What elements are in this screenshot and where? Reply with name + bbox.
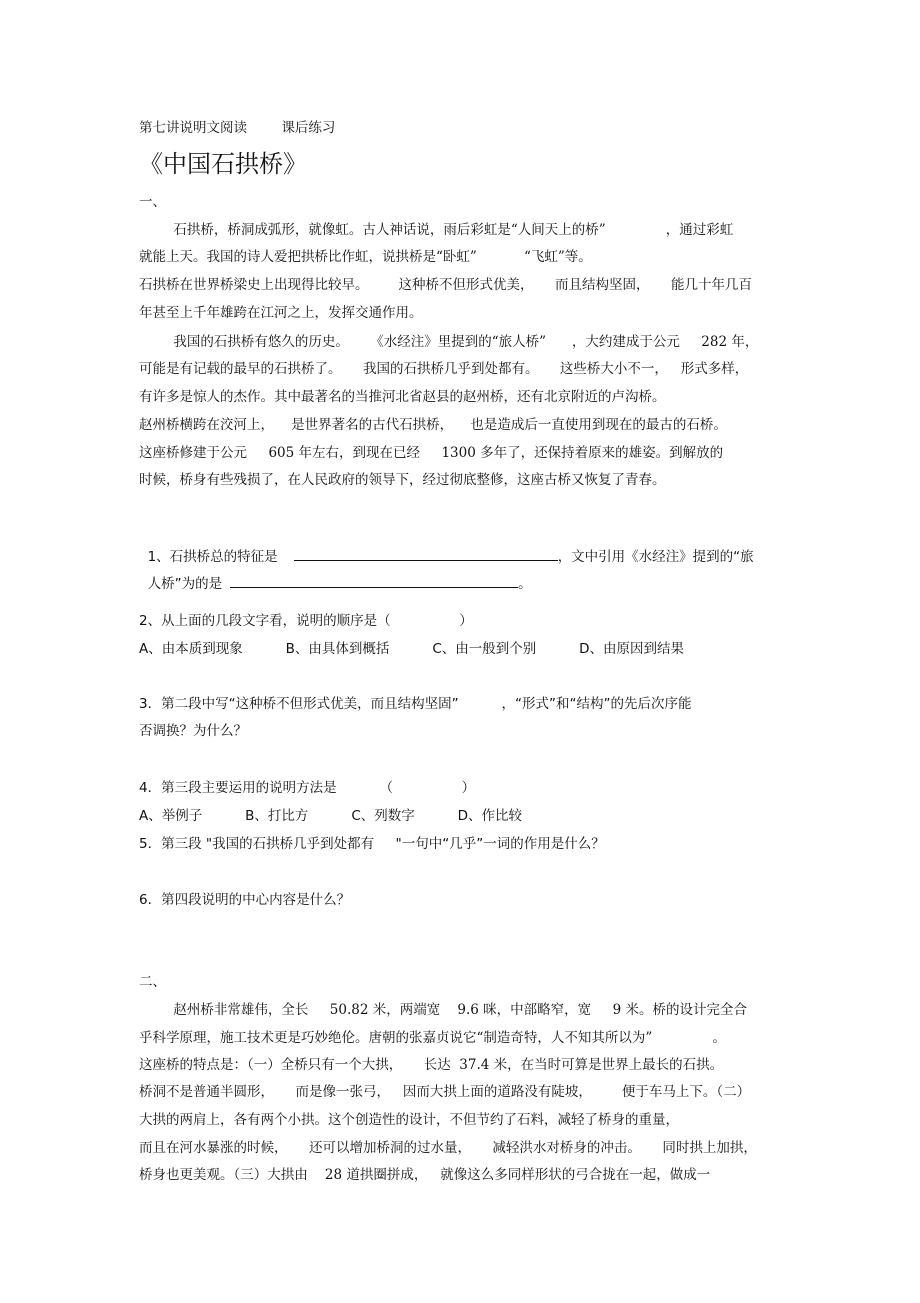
passage-1-line: 可能是有记载的最早的石拱桥了。 我国的石拱桥几乎到处都有。 这些桥大小不一， 形式多样， — [139, 361, 749, 377]
passage-1-line: 时候，桥身有些残损了，在人民政府的领导下，经过彻底整修，这座古桥又恢复了青春。 — [139, 472, 666, 488]
question-1-prompt-2: 人桥”为的是 — [147, 576, 223, 592]
passage-2-line: 桥洞不是普通半圆形， 而是像一张弓， 因而大拱上面的道路没有陡坡， 便于车马上下。（二） — [139, 1084, 751, 1100]
question-2: 2、从上面的几段文字看，说明的顺序是（ ） — [139, 613, 473, 629]
question-1-continuation: ，文中引用《水经注》提到的“旅 — [557, 549, 754, 565]
answer-blank-2[interactable] — [230, 575, 518, 588]
question-1-end: 。 — [518, 576, 532, 592]
passage-2-line: 大拱的两肩上，各有两个小拱。这个创造性的设计，不但节约了石料，减轻了桥身的重量， — [139, 1112, 679, 1128]
passage-1-line: 石拱桥在世界桥梁史上出现得比较早。 这种桥不但形式优美， 而且结构坚固， 能几十年几百 — [139, 277, 752, 293]
section-1-label: 一、 — [139, 194, 166, 210]
passage-1-line: 这座桥修建于公元 605 年左右，到现在已经 1300 多年了，还保持着原来的雄姿。到解放的 — [139, 445, 724, 461]
passage-2-line: 而且在河水暴涨的时候， 还可以增加桥洞的过水量， 减轻洪水对桥身的冲击。 同时拱上加拱， — [139, 1140, 757, 1156]
section-2-label: 二、 — [139, 974, 166, 990]
page-title: 《中国石拱桥》 — [139, 150, 307, 178]
question-3-continuation: 否调换？为什么？ — [139, 723, 247, 739]
passage-1-line: 就能上天。我国的诗人爱把拱桥比作虹，说拱桥是“卧虹” “飞虹”等。 — [139, 249, 592, 265]
passage-2-line: 桥身也更美观。（三）大拱由 28 道拱圈拼成， 就像这么多同样形状的弓合拢在一起，做成一 — [139, 1167, 711, 1183]
passage-2-line: 赵州桥非常雄伟，全长 50.82 米，两端宽 9.6 咪，中部略窄，宽 9 米。桥的设计完全合 — [139, 1002, 747, 1018]
question-5: 5．第三段 "我国的石拱桥几乎到处都有 "一句中“几乎”一词的作用是什么？ — [139, 836, 605, 852]
passage-1-line: 年甚至上千年雄跨在江河之上，发挥交通作用。 — [139, 305, 423, 321]
passage-1-line: 我国的石拱桥有悠久的历史。 《水经注》里提到的“旅人桥” ，大约建成于公元 282 年， — [139, 334, 759, 350]
question-4-options: A、举例子 B、打比方 C、列数字 D、作比较 — [139, 808, 523, 824]
passage-1-line: 石拱桥，桥洞成弧形，就像虹。古人神话说，雨后彩虹是“人间天上的桥” ，通过彩虹 — [139, 222, 734, 238]
question-6: 6．第四段说明的中心内容是什么？ — [139, 892, 351, 908]
passage-2-line: 这座桥的特点是：（一）全桥只有一个大拱， 长达 37.4 米，在当时可算是世界上最长的石拱。 — [139, 1057, 724, 1073]
worksheet-header: 第七讲说明文阅读 课后练习 — [139, 120, 336, 136]
question-2-options: A、由本质到现象 B、由具体到概括 C、由一般到个别 D、由原因到结果 — [139, 641, 685, 657]
passage-1-line: 有许多是惊人的杰作。其中最著名的当推河北省赵县的赵州桥，还有北京附近的卢沟桥。 — [139, 389, 666, 405]
question-4: 4．第三段主要运用的说明方法是 （ ） — [139, 780, 476, 796]
question-3: 3．第二段中写“这种桥不但形式优美，而且结构坚固” ，“形式”和“结构”的先后次序能 — [139, 696, 692, 712]
passage-1-line: 赵州桥横跨在洨河上， 是世界著名的古代石拱桥， 也是造成后一直使用到现在的最古的石桥。 — [139, 417, 727, 433]
passage-2-line: 乎科学原理，施工技术更是巧妙绝伦。唐朝的张嘉贞说它“制造奇特，人不知其所以为” 。 — [139, 1030, 726, 1046]
question-1-prompt: 1、石拱桥总的特征是 — [147, 549, 278, 565]
question-1-line-2 — [139, 557, 532, 593]
